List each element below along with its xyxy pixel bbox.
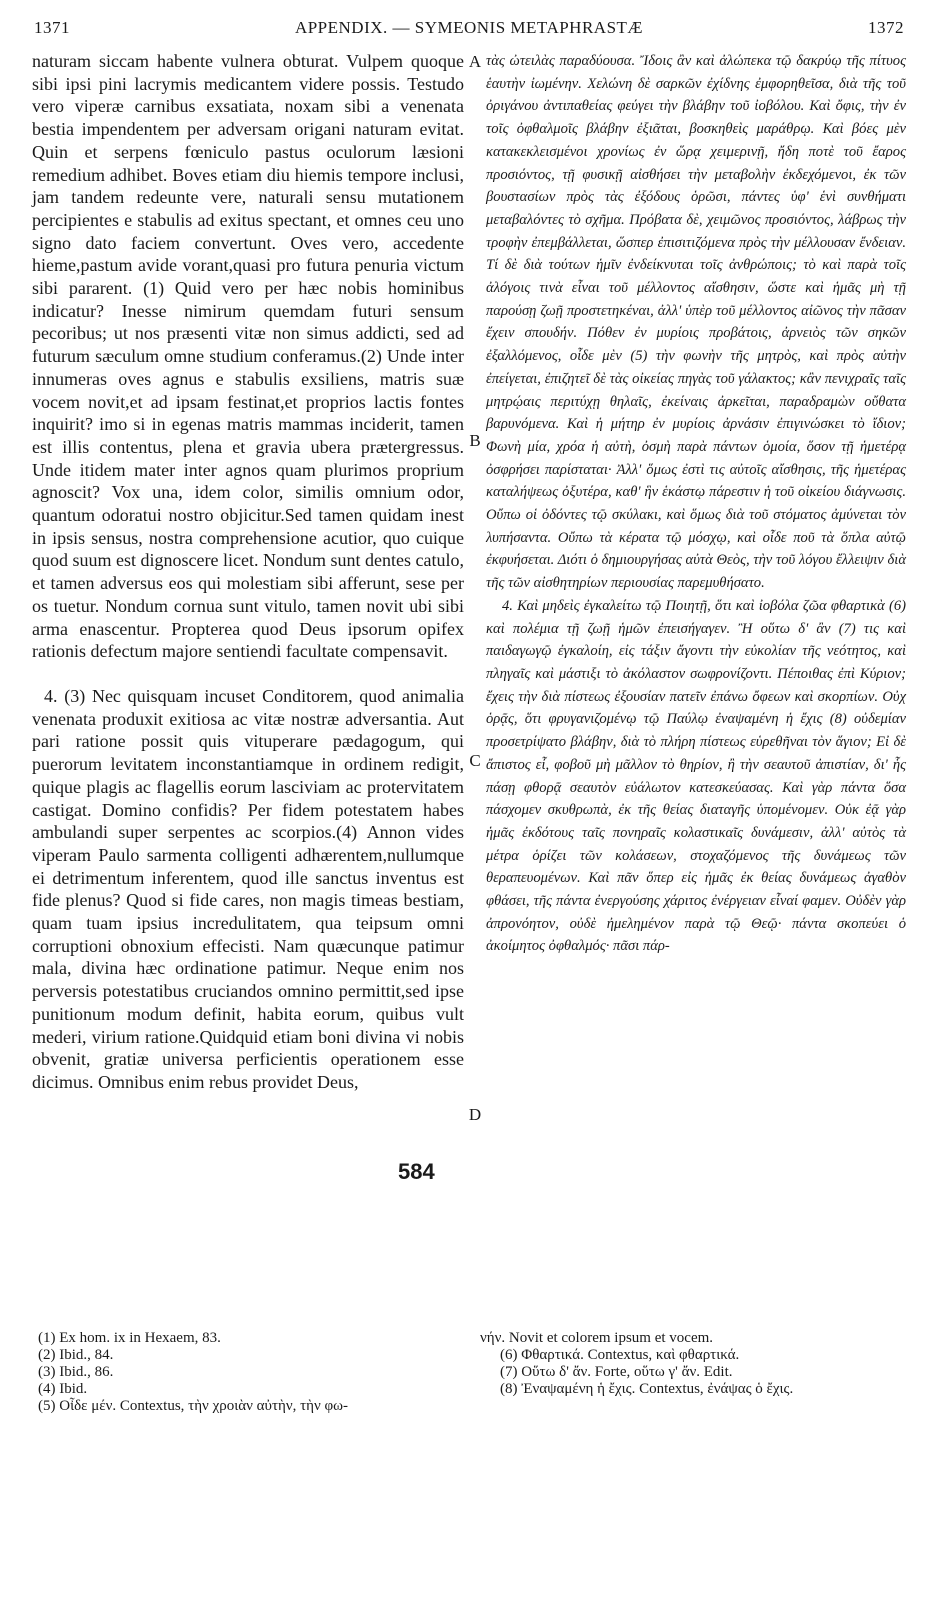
page-number-right: 1372 (868, 18, 904, 37)
footnote: (5) Οἶδε μέν. Contextus, τὴν χροιὰν αὐτὴν, τὴν φω- (38, 1398, 349, 1414)
latin-column (32, 50, 464, 1094)
page-number-left: 1371 (34, 18, 70, 37)
column-number: 584 (398, 1159, 435, 1184)
greek-column (486, 50, 906, 958)
footnotes-left (38, 1330, 458, 1415)
running-header (34, 18, 904, 42)
footnote: νήν. Novit et colorem ipsum et vocem. (480, 1330, 714, 1346)
latin-paragraph: 4. (3) Nec quisquam incuset Conditorem, quod animalia venenata produxit exitiosa ac vitæ nostræ adversantia. Aut pari ratione possit quis vituperare pædagogum, qui puerorum levitatem inconstantiamque in ordinem redigit, quique plagis ac flagellis eorum lasciviam ac protervitatem castigat. Domino confidis? Per fidem potestatem habes ambulandi super serpentes ac scorpios.(4) Annon vides viperam Paulo sarmenta colligenti adhærentem,nullumque ei detrimentum inferentem, quod ille sanctus inventus est fide plenus? Quod si fide cares, non magis timeas bestiam, quam tuam ipsius incredulitatem, qua teipsum omni corruptioni obnoxium effecisti. Nam quæcunque patimur mala, divina hæc ordinatione patimur. Neque enim nos perversis potestatibus cruciandos omnino permittit,sed ipse punitionum modum definit, habita eorum, quibus vult mederi, virium ratione.Quidquid etiam boni divina vi nobis obvenit, gratiæ universa perficientis operationem esse dicimus. Omnibus enim rebus providet Deus, (32, 685, 464, 1092)
footnotes-right (480, 1330, 906, 1398)
greek-paragraph: 4. Καὶ μηδεὶς ἐγκαλείτω τῷ Ποιητῇ, ὅτι καὶ ἰοβόλα ζῶα φθαρτικὰ (6) καὶ πολέμια τῇ ζωῇ ἡμῶν ἐπεισήγαγεν. Ἢ οὕτω δ' ἂν (7) τις καὶ παιδαγωγῷ ἐγκαλοίη, εἰς τάξιν ἄγοντι τὴν εὐκολίαν τῆς νεότητος, καὶ πληγαῖς καὶ μάστιξι τὸ ἀκόλαστον σωφρονίζοντι. Πέποιθας ἐπὶ Κύριον; ἔχεις τὴν διὰ πίστεως ἐξουσίαν πατεῖν ἐπάνω ὄφεων καὶ σκορπίων. Οὐχ ὁρᾷς, ὅτι φρυγανιζομένῳ τῷ Παύλῳ ἐναψαμένη ἡ ἔχις (8) οὐδεμίαν προσετρίψατο βλάβην, διὰ τὸ πλήρη πίστεως εὑρεθῆναι τὸν ἅγιον; Εἰ δὲ ἄπιστος εἶ, φοβοῦ μὴ μᾶλλον τὸ θηρίον, ἢ τὴν σεαυτοῦ ἀπιστίαν, δι' ἧς πάσῃ φθορᾷ σεαυτὸν εὐάλωτον κατεσκεύασας. Καὶ γὰρ πάντα ὅσα πάσχομεν σκυθρωπὰ, ἐκ τῆς θείας διαταγῆς ὑπομένομεν. Οὐκ ἐᾷ γὰρ ἡμᾶς ἐκδότους ταῖς πονηραῖς κολαστικαῖς δυνάμεσιν, ἀλλ' αὐτὸς τὰ μέτρα ὁρίζει τῶν κολάσεων, στοχαζόμενος τῆς δυνάμεως τῶν θεραπευομένων. Καὶ πᾶν ὅπερ εἰς ἡμᾶς ἐκ θείας δυνάμεως ἀγαθὸν φθάσει, τῆς πάντα ἐνεργούσης χάριτος ἐνέργειαν εἶναί φαμεν. Οὐδὲν γὰρ ἀπρονόητον, οὐδὲ ἠμελημένον παρὰ τῷ Θεῷ· πάντα σκοπεύει ὁ ἀκοίμητος ὀφθαλμός· πᾶσι πάρ- (486, 597, 906, 955)
footnote: (8) Ἐναψαμένη ἡ ἔχις. Contextus, ἐνάψας ὁ ἔχις. (500, 1381, 794, 1397)
margin-letter-b: B (469, 431, 481, 450)
footnote: (1) Ex hom. ix in Hexaem, 83. (38, 1330, 221, 1346)
footnote: (2) Ibid., 84. (38, 1347, 114, 1363)
footnote: (6) Φθαρτικά. Contextus, καὶ φθαρτικά. (500, 1347, 740, 1363)
greek-paragraph: τὰς ὠτειλὰς παραδύουσα. Ἴδοις ἂν καὶ ἀλώπεκα τῷ δακρύῳ τῆς πίτυος ἑαυτὴν ἰωμένην. Χελώνη δὲ σαρκῶν ἐχίδνης ἐμφορηθεῖσα, διὰ τῆς τοῦ ὀριγάνου ἀντιπαθείας φεύγει τὴν βλάβην τοῦ ἰοβόλου. Καὶ ὄφις, τὴν ἐν τοῖς ὀφθαλμοῖς βλάβην ἐξιᾶται, βοσκηθεὶς μαράθρῳ. Καὶ βόες μὲν κατακεκλεισμένοι χρονίως ἐν ὥρᾳ χειμερινῇ, ἤδη ποτὲ τοῦ ἔαρος προσιόντος, τῇ φυσικῇ αἰσθήσει τὴν μεταβολὴν ἐκδεχόμενοι, ἐκ τῶν βουστασίων πρὸς τὰς ἐξόδους ὁρῶσι, πάντες ὑφ' ἑνὶ συνθήματι μεταβαλόντες τὸ σχῆμα. Πρόβατα δὲ, χειμῶνος προσιόντος, λάβρως τὴν τροφὴν ἐπεμβάλλεται, ὥσπερ ἐπισιτιζόμενα πρὸς τὴν μέλλουσαν ἔνδειαν. Τί δὲ διὰ τούτων ἡμῖν ἐνδείκνυται τοῖς ἀνθρώποις; τὸ καὶ παρὰ τοῖς ἀλόγοις τινὰ εἶναι τοῦ μέλλοντος αἴσθησιν, ὥστε καὶ ἡμᾶς μὴ τῇ παρούσῃ ζωῇ προστετηκέναι, ἀλλ' ὑπὲρ τοῦ μέλλοντος αἰῶνος τὴν πᾶσαν ἔχειν σπουδήν. Πόθεν ἐν μυρίοις προβάτοις, ἀρνειὸς τῶν σηκῶν ἐξαλλόμενος, οἶδε μὲν (5) τὴν φωνὴν τῆς μητρὸς, καὶ πρὸς αὐτὴν ἐπείγεται, ἐπιζητεῖ δὲ τὰς οἰκείας πηγὰς τοῦ γάλακτος; κἂν πενιχραῖς ταῖς μητρῴαις περιτύχῃ θηλαῖς, ἐκείναις ἀρκεῖται, παραδραμὼν οὔθατα βαρυνόμενα. Καὶ ἡ μήτηρ ἐν μυρίοις ἀρνάσιν ἐπιγινώσκει τὸ ἴδιον; Φωνὴ μία, χρόα ἡ αὐτὴ, ὀσμὴ παρὰ πάντων ὁμοία, ὅσον τῇ ἡμετέρᾳ ὀσφρήσει παρίσταται· Ἀλλ' ὅμως ἐστὶ τις αὐτοῖς αἴσθησις, τῆς ἡμετέρας καταλήψεως ὀξυτέρα, καθ' ἣν ἑκάστῳ πάρεστιν ἡ τοῦ οἰκείου διάγνωσις. Οὔπω οἱ ὀδόντες τῷ σκύλακι, καὶ ὅμως διὰ τοῦ στόματος ἀμύνεται τὸν λυπήσαντα. Οὔπω τὰ κέρατα τῷ μόσχῳ, καὶ οἶδε ποῦ τὰ ὅπλα αὐτῷ ἐκφυήσεται. Διότι ὁ δημιουργήσας αὐτὰ Θεὸς, τὴν τοῦ λόγου ἔλλειψιν διὰ τῆς τῶν αἰσθητηρίων περιουσίας παρεμυθήσατο. (486, 53, 906, 592)
latin-paragraph: naturam siccam habente vulnera obturat. Vulpem quoque sibi ipsi pini lacrymis medicantem videre possis. Testudo vero viperæ carnibus exsatiata, noxam sibi a venenata bestia impendentem per adversam origani naturam evitat. Quin et serpens fœniculo pastus oculorum læsioni remedium adhibet. Boves etiam diu hiemis tempore inclusi, jam tandem redeunte vere, naturali sensu mutationem percipientes e stabulis ad exitus spectant, et omnes ceu uno signo dato faciem convertunt. Oves vero, accedente hieme,pastum avide vorant,quasi pro futura penuria victum sibi pararent. (1) Quid vero per hæc nobis hominibus indicatur? Inesse nimirum quemdam futuri sensum pecoribus; ut nos præsenti vitæ non simus addicti, sed ad futurum sæculum omne studium conferamus.(2) Unde inter innumeras oves agnus e stabulis exsiliens, matris suæ vocem novit,et ad ipsam festinat,et proprios lactis fontes inquirit? imo si in egenas matris mammas inciderit, tamen est illis contentus, plena et gravia ubera prætergressus. Unde itidem mater inter agnos quam plurimos proprium agnoscit? Vox una, idem color, similis omnium odor, quantum odoratui nostro objicitur.Sed tamen quidam inest in ipsis sensus, nostra comprehensione acutior, quo cuique quod suum est dignoscere licet. Nondum sunt dentes catulo, et tamen adversus eos qui molestiam sibi afferunt, sese per os tuetur. Nondum cornua sunt vitulo, tamen novit ubi sibi arma enascentur. Propterea quod Deus ipsorum opifex rationis defectum majore sentiendi facultate compensavit. (32, 51, 464, 662)
margin-letter-c: C (469, 751, 481, 770)
margin-letter-d: D (468, 1105, 482, 1124)
margin-letter-a: A (468, 52, 482, 71)
footnote: (7) Οὕτω δ' ἄν. Forte, οὕτω γ' ἄν. Edit. (500, 1364, 733, 1380)
header-title: APPENDIX. — SYMEONIS METAPHRASTÆ (294, 18, 644, 37)
footnote: (4) Ibid. (38, 1381, 88, 1397)
footnote: (3) Ibid., 86. (38, 1364, 114, 1380)
